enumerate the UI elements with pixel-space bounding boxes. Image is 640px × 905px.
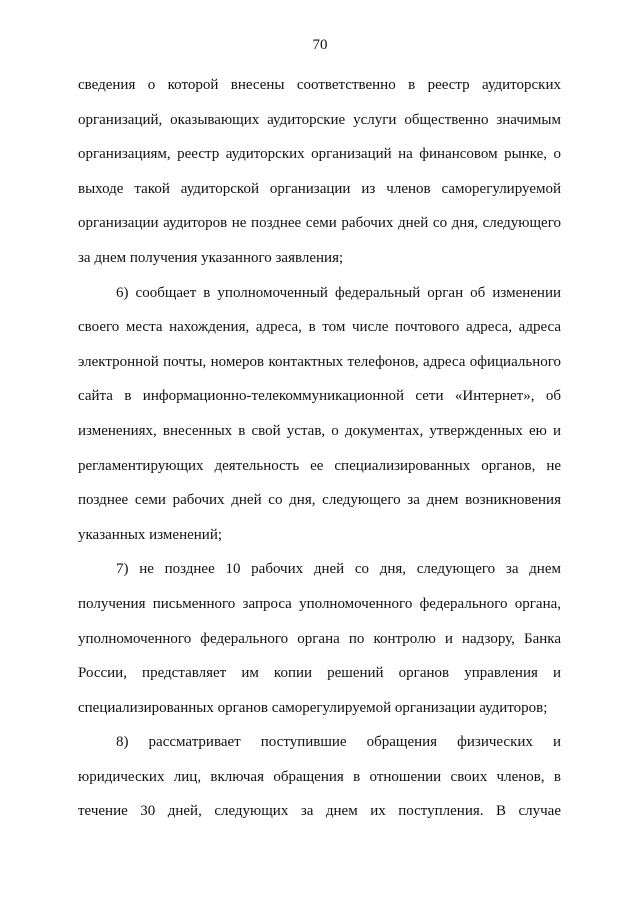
text-line: 8) рассматривает поступившие обращения физических и: [116, 734, 561, 751]
text-line: организаций, оказывающих аудиторские услуги общественно значимым: [78, 111, 561, 128]
text-line: 7) не позднее 10 рабочих дней со дня, следующего за днем: [116, 561, 561, 578]
page-number: 70: [312, 37, 328, 53]
text-line: уполномоченного федерального органа по контролю и надзору, Банка: [78, 630, 561, 647]
text-line: своего места нахождения, адреса, в том числе почтового адреса, адреса: [78, 319, 561, 336]
text-line: 6) сообщает в уполномоченный федеральный орган об изменении: [116, 284, 561, 301]
text-line: России, представляет им копии решений органов управления и: [78, 665, 561, 682]
text-line: позднее семи рабочих дней со дня, следующего за днем возникновения: [78, 492, 561, 509]
text-line: организации аудиторов не позднее семи рабочих дней со дня, следующего: [78, 215, 561, 232]
text-line: изменениях, внесенных в свой устав, о документах, утвержденных ею и: [78, 422, 561, 439]
text-line: регламентирующих деятельность ее специализированных органов, не: [78, 457, 561, 474]
text-line: электронной почты, номеров контактных телефонов, адреса официального: [78, 353, 561, 370]
text-line: выходе такой аудиторской организации из членов саморегулируемой: [78, 180, 561, 197]
text-line: за днем получения указанного заявления;: [78, 249, 344, 266]
text-line: указанных изменений;: [78, 526, 223, 543]
document-body: [78, 68, 561, 829]
text-line: течение 30 дней, следующих за днем их поступления. В случае: [78, 803, 561, 820]
text-line: организациям, реестр аудиторских организаций на финансовом рынке, о: [78, 146, 561, 163]
text-line: сайта в информационно-телекоммуникационной сети «Интернет», об: [78, 388, 561, 405]
text-line: юридических лиц, включая обращения в отношении своих членов, в: [78, 768, 561, 785]
text-line: получения письменного запроса уполномоченного федерального органа,: [78, 595, 561, 612]
text-line: сведения о которой внесены соответственно в реестр аудиторских: [78, 77, 561, 93]
text-line: специализированных органов саморегулируемой организации аудиторов;: [78, 699, 548, 716]
